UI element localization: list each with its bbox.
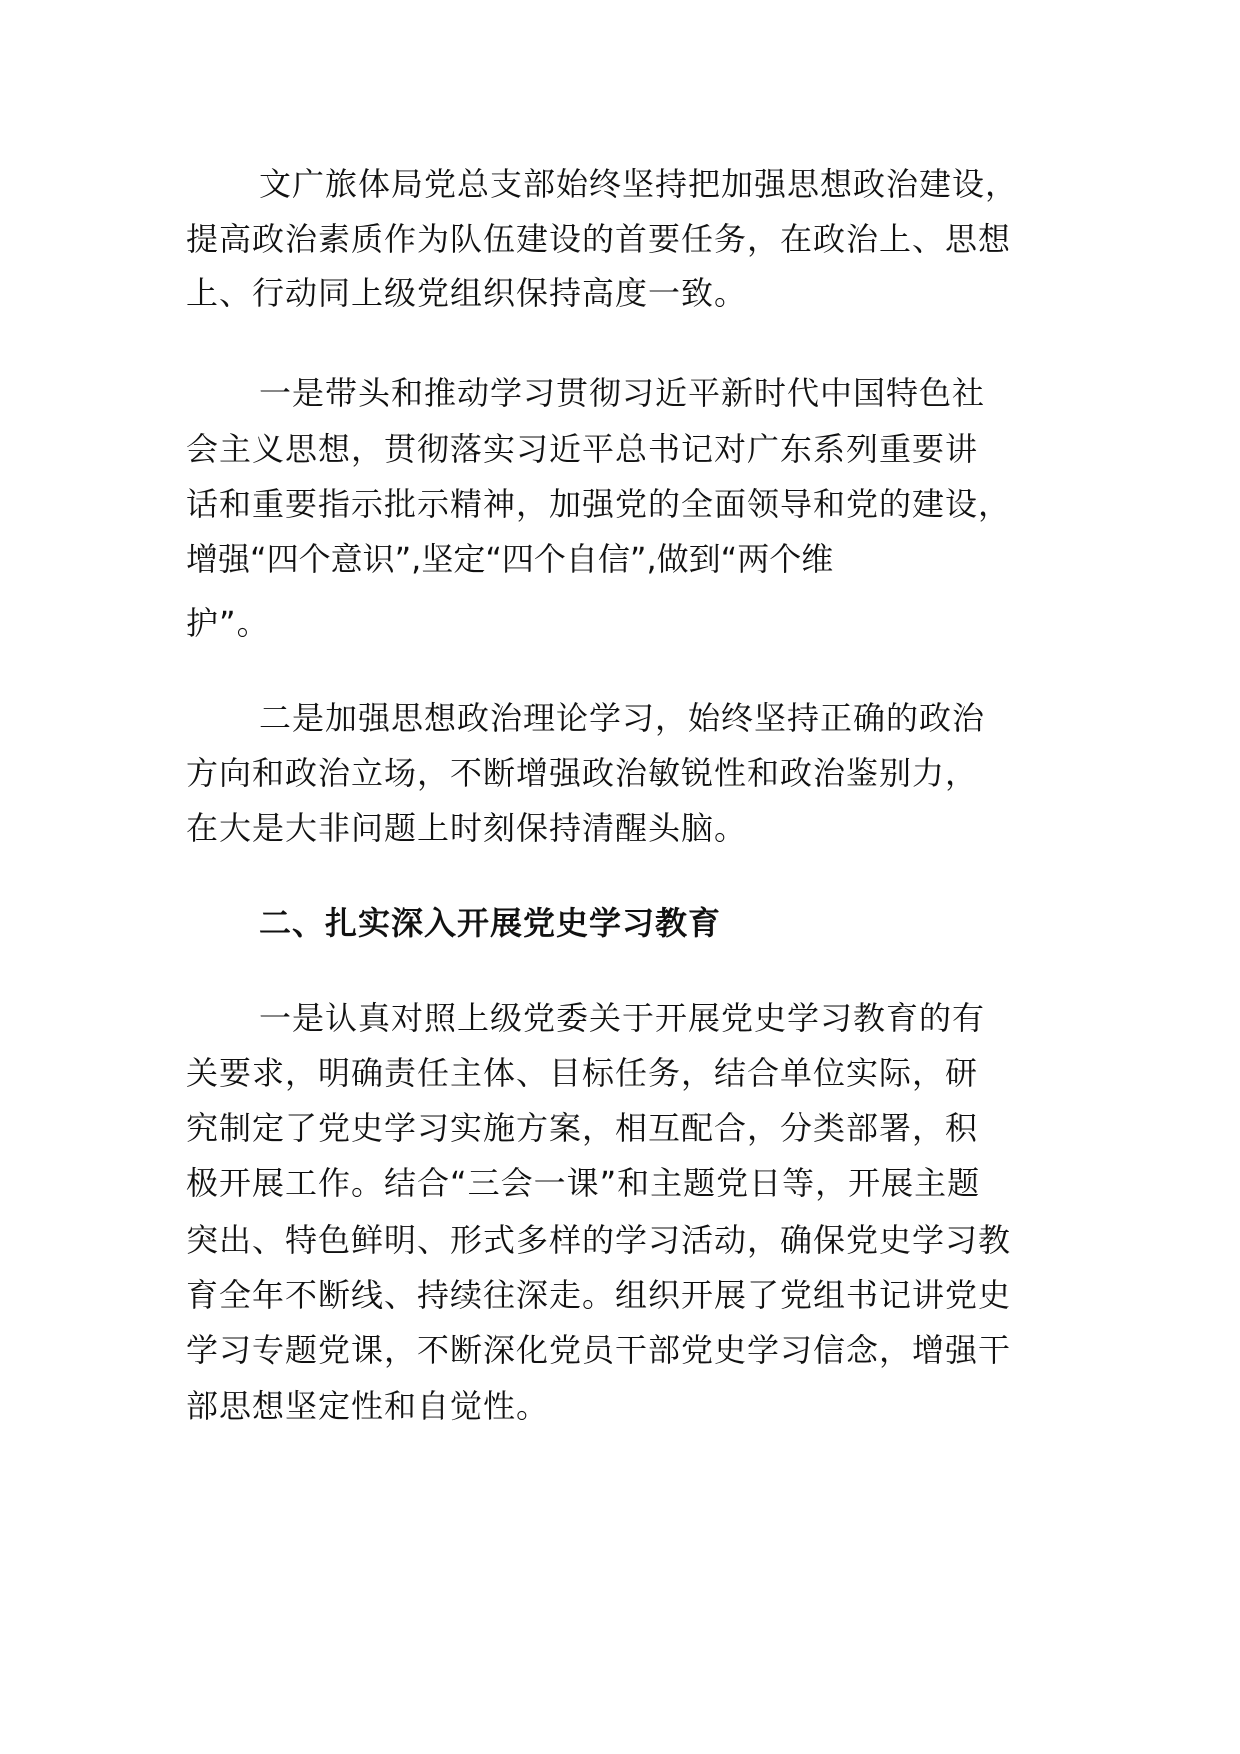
paragraph-line: 二是加强思想政治理论学习，始终坚持正确的政治 [259, 699, 986, 737]
section-heading: 二、扎实深入开展党史学习教育 [259, 904, 722, 942]
paragraph-line: 上、行动同上级党组织保持高度一致。 [186, 274, 748, 312]
paragraph-line: 部思想坚定性和自觉性。 [186, 1387, 550, 1425]
paragraph-line: 学习专题党课，不断深化党员干部党史学习信念，增强干 [186, 1331, 1012, 1369]
paragraph-line: 一是认真对照上级党委关于开展党史学习教育的有 [259, 999, 986, 1037]
paragraph-line: 增强“四个意识”,坚定“四个自信”,做到“两个维 [186, 540, 834, 578]
paragraph-line: 极开展工作。结合“三会一课”和主题党日等，开展主题 [186, 1164, 981, 1202]
paragraph-line: 话和重要指示批示精神，加强党的全面领导和党的建设， [186, 485, 1012, 523]
paragraph-line: 在大是大非问题上时刻保持清醒头脑。 [186, 809, 748, 847]
paragraph-line: 究制定了党史学习实施方案，相互配合，分类部署，积 [186, 1109, 979, 1147]
paragraph-line: 方向和政治立场，不断增强政治敏锐性和政治鉴别力， [186, 754, 979, 792]
paragraph-line: 护”。 [186, 604, 270, 642]
paragraph-line: 提高政治素质作为队伍建设的首要任务，在政治上、思想 [186, 220, 1012, 258]
paragraph-line: 突出、特色鲜明、形式多样的学习活动，确保党史学习教 [186, 1221, 1012, 1259]
paragraph-line: 会主义思想，贯彻落实习近平总书记对广东系列重要讲 [186, 430, 979, 468]
paragraph-line: 一是带头和推动学习贯彻习近平新时代中国特色社 [259, 374, 986, 412]
paragraph-line: 关要求，明确责任主体、目标任务，结合单位实际，研 [186, 1054, 979, 1092]
paragraph-line: 育全年不断线、持续往深走。组织开展了党组书记讲党史 [186, 1276, 1012, 1314]
paragraph-line: 文广旅体局党总支部始终坚持把加强思想政治建设， [259, 165, 1019, 203]
